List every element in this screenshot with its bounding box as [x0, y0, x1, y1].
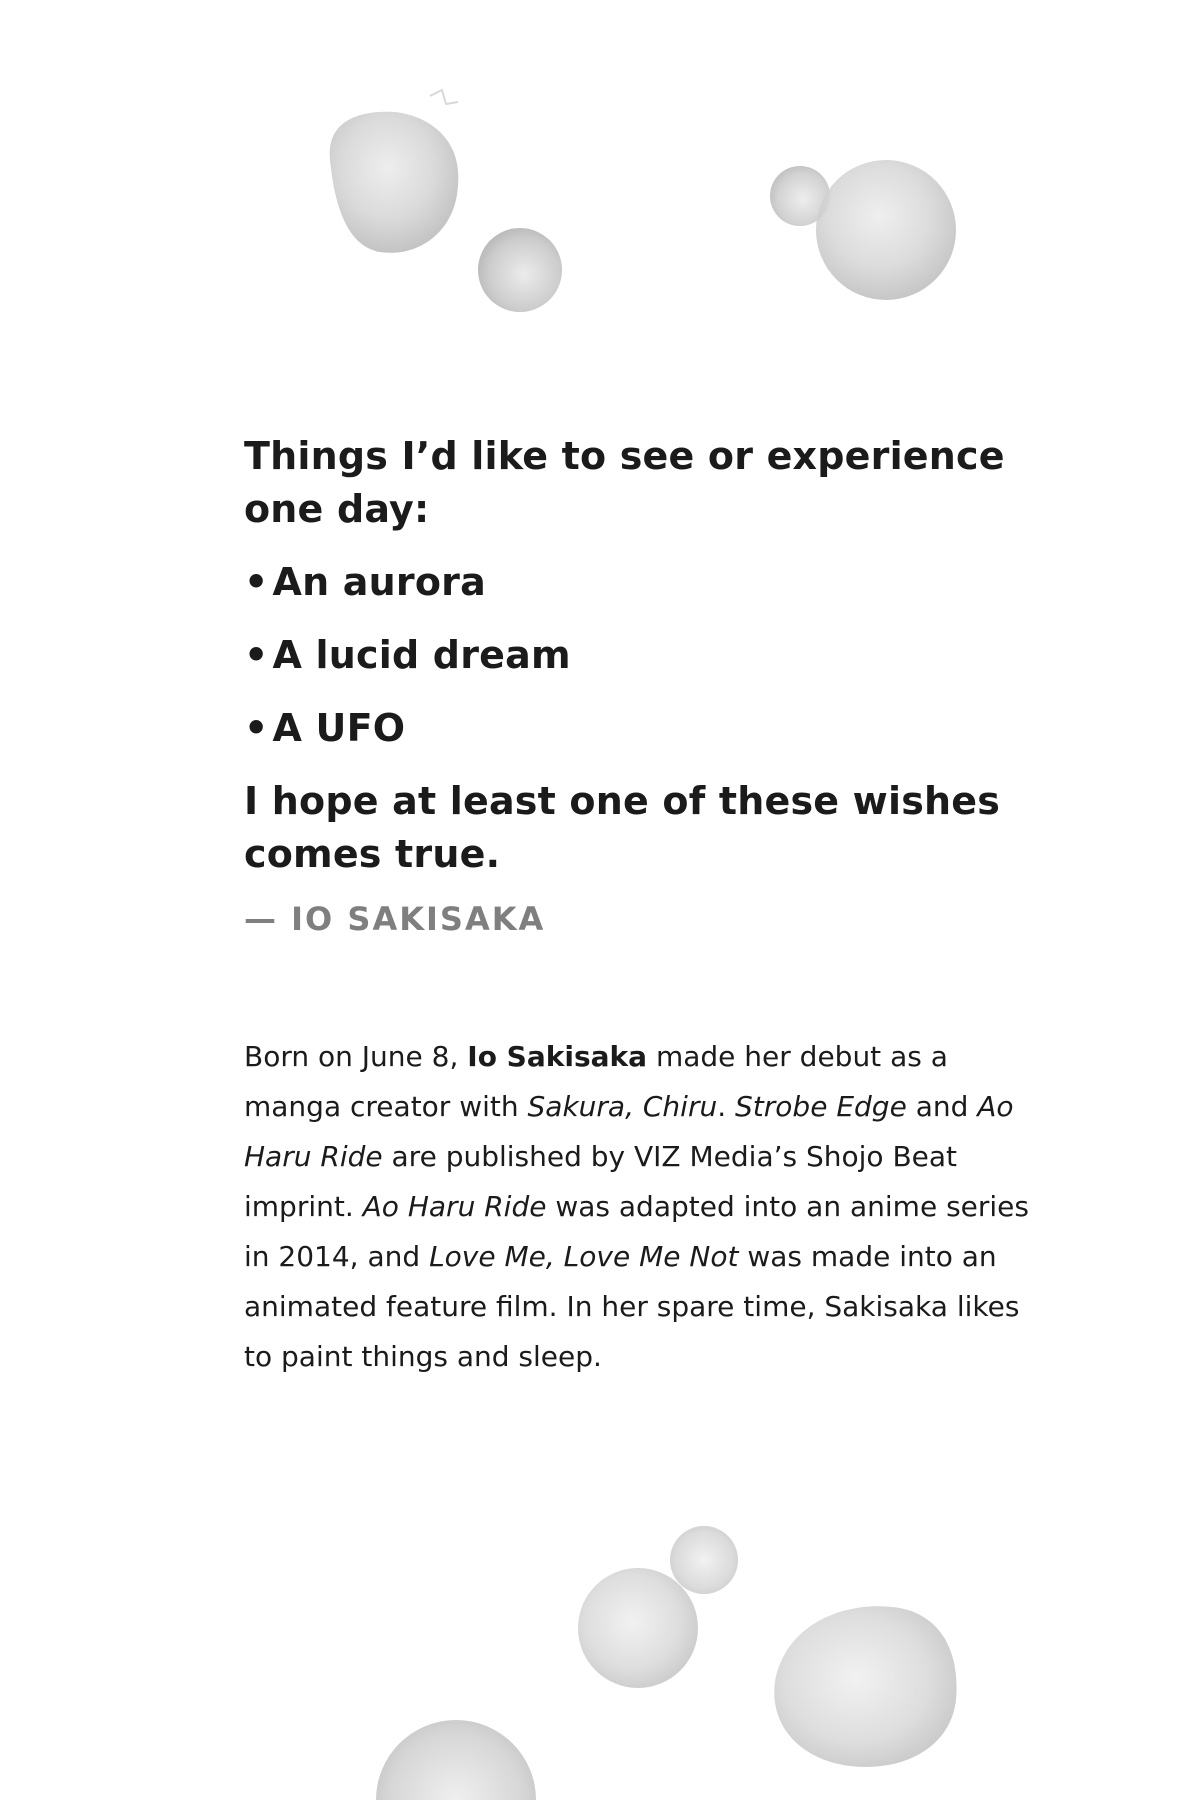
work-title: Strobe Edge: [735, 1090, 907, 1123]
bio-text: and: [906, 1090, 978, 1123]
work-title: Ao Haru Ride: [244, 1090, 1014, 1173]
watercolor-blob: [478, 228, 562, 312]
wish-text: A lucid dream: [272, 633, 571, 677]
watercolor-blob: [670, 1526, 738, 1594]
watercolor-blob: [578, 1568, 698, 1688]
wishes-heading: Things I’d like to see or experience one day:: [244, 434, 1005, 531]
wish-item: [244, 556, 1024, 609]
author-name: Io Sakisaka: [467, 1040, 648, 1073]
wish-text: A UFO: [272, 706, 406, 750]
bio-text: was made into an animated feature film. In her spare time, Sakisaka likes to paint things and sleep.: [244, 1240, 1020, 1373]
bio-text: Born on June 8,: [244, 1040, 468, 1073]
bio-text: are published by VIZ Media’s Shojo Beat imprint.: [244, 1140, 958, 1223]
wishes-closing: I hope at least one of these wishes comes true.: [244, 779, 1001, 876]
work-title: Love Me, Love Me Not: [429, 1240, 739, 1273]
watercolor-blob: [330, 90, 459, 253]
wish-text: An aurora: [272, 560, 486, 604]
watercolor-blob: [770, 166, 830, 226]
bio-text: was adapted into an anime series in 2014, and: [244, 1190, 1029, 1273]
wish-list: [244, 556, 1024, 755]
bullet: •: [244, 560, 269, 604]
author-bio: [244, 1032, 1044, 1382]
watercolor-dots-bottom: [0, 1500, 1200, 1800]
watercolor-blob: [774, 1606, 956, 1767]
author-signature: — IO SAKISAKA: [244, 900, 546, 938]
wish-item: [244, 702, 1024, 755]
watercolor-blob: [816, 160, 956, 300]
watercolor-dots-top: [0, 0, 1200, 340]
bullet: •: [244, 706, 269, 750]
bullet: •: [244, 633, 269, 677]
work-title: Sakura, Chiru: [527, 1090, 718, 1123]
author-note: [244, 430, 1024, 941]
work-title: Ao Haru Ride: [362, 1190, 547, 1223]
watercolor-blob: [376, 1720, 536, 1800]
bio-text: .: [717, 1090, 736, 1123]
bio-text: made her debut as a manga creator with: [244, 1040, 948, 1123]
wish-item: [244, 629, 1024, 682]
